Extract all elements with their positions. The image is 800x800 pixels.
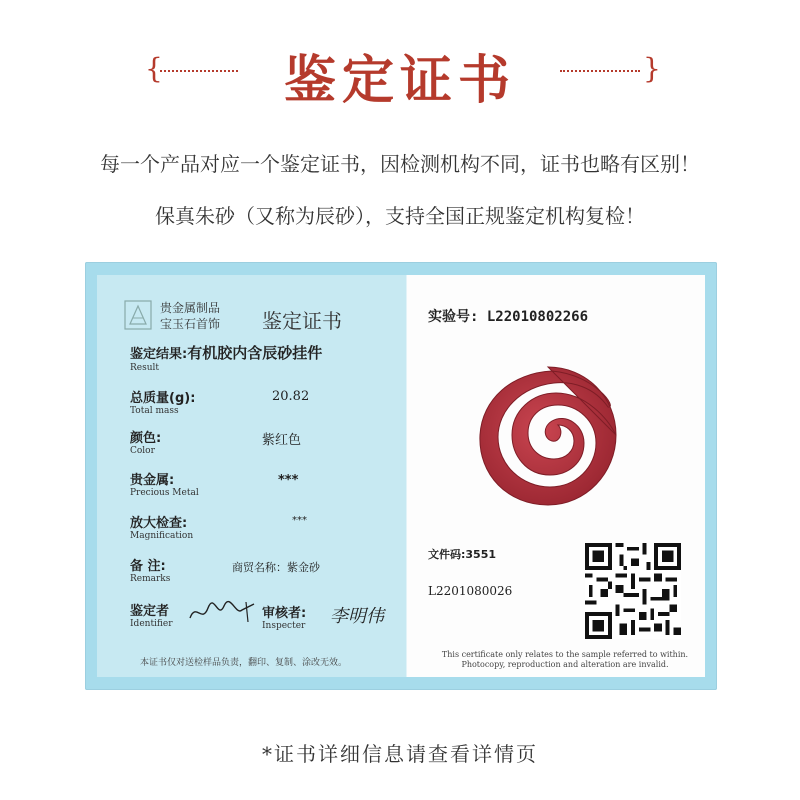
field-sub: Remarks bbox=[130, 574, 171, 584]
right-note-line-1: This certificate only relates to the sample referred to within. bbox=[441, 650, 689, 659]
page-title: 鉴定证书 bbox=[283, 50, 516, 111]
field-color bbox=[130, 427, 161, 456]
cert-footer-note: 本证书仅对送检样品负责，翻印、复制、涂改无效。 bbox=[140, 658, 348, 668]
lab-number: 实验号: L22010802266 bbox=[428, 309, 589, 325]
intro-line-2: 保真朱砂（又称为辰砂），支持全国正规鉴定机构复检！ bbox=[155, 204, 645, 228]
cert-header-small bbox=[160, 300, 220, 332]
header-dotted-line-right bbox=[560, 70, 640, 72]
bottom-note: *证书详细信息请查看详情页 bbox=[262, 742, 538, 766]
cert-header-small-2: 宝玉石首饰 bbox=[160, 317, 221, 331]
field-label: 备 注: bbox=[130, 559, 166, 574]
file-code: 文件码:3551 bbox=[428, 548, 497, 561]
field-color-value: 紫红色 bbox=[262, 433, 302, 448]
cert-header-small-1: 贵金属制品 bbox=[160, 301, 221, 315]
field-label: 放大检查: bbox=[130, 516, 188, 531]
field-label: 颜色: bbox=[130, 431, 162, 446]
inspecter-label: 审核者: bbox=[262, 606, 307, 621]
inspecter-sub: Inspecter bbox=[262, 621, 306, 631]
right-brace: } bbox=[643, 52, 661, 85]
field-label: 贵金属: bbox=[130, 473, 175, 488]
field-sub: Precious Metal bbox=[130, 488, 199, 498]
identifier-signature-icon bbox=[186, 598, 258, 626]
field-magnification bbox=[130, 512, 193, 541]
inspecter-block bbox=[262, 602, 306, 631]
identifier-label: 鉴定者 bbox=[130, 604, 170, 619]
field-metal-value: *** bbox=[278, 473, 299, 488]
field-metal bbox=[130, 469, 199, 498]
field-mass-value: 20.82 bbox=[272, 389, 310, 404]
field-value: 有机胶内含辰砂挂件 bbox=[187, 344, 323, 362]
identifier-sub: Identifier bbox=[130, 619, 173, 629]
field-mass bbox=[130, 387, 195, 416]
inspecter-signature: 李明伟 bbox=[330, 606, 384, 627]
left-brace: { bbox=[145, 52, 163, 85]
cert-title: 鉴定证书 bbox=[262, 309, 342, 333]
cert-right-note bbox=[425, 650, 705, 670]
field-magnification-value: *** bbox=[292, 515, 307, 526]
right-note-line-2: Photocopy, reproduction and alteration are invalid. bbox=[461, 660, 669, 669]
field-label: 总质量(g): bbox=[130, 391, 196, 406]
field-remarks bbox=[130, 555, 170, 584]
field-sub: Result bbox=[130, 363, 160, 373]
field-sub: Color bbox=[130, 446, 155, 456]
qr-code-icon[interactable] bbox=[585, 543, 681, 639]
cinnabar-pendant-image bbox=[468, 355, 628, 515]
institute-logo-icon bbox=[124, 300, 152, 330]
intro-line-1: 每一个产品对应一个鉴定证书，因检测机构不同，证书也略有区别！ bbox=[100, 152, 700, 176]
field-remarks-value: 商贸名称：紫金砂 bbox=[232, 561, 320, 574]
certificate-code: L2201080026 bbox=[428, 584, 513, 598]
field-sub: Total mass bbox=[130, 406, 179, 416]
field-result bbox=[130, 342, 322, 373]
field-sub: Magnification bbox=[130, 531, 194, 541]
identifier-block bbox=[130, 600, 173, 629]
field-label: 鉴定结果: bbox=[130, 347, 188, 362]
